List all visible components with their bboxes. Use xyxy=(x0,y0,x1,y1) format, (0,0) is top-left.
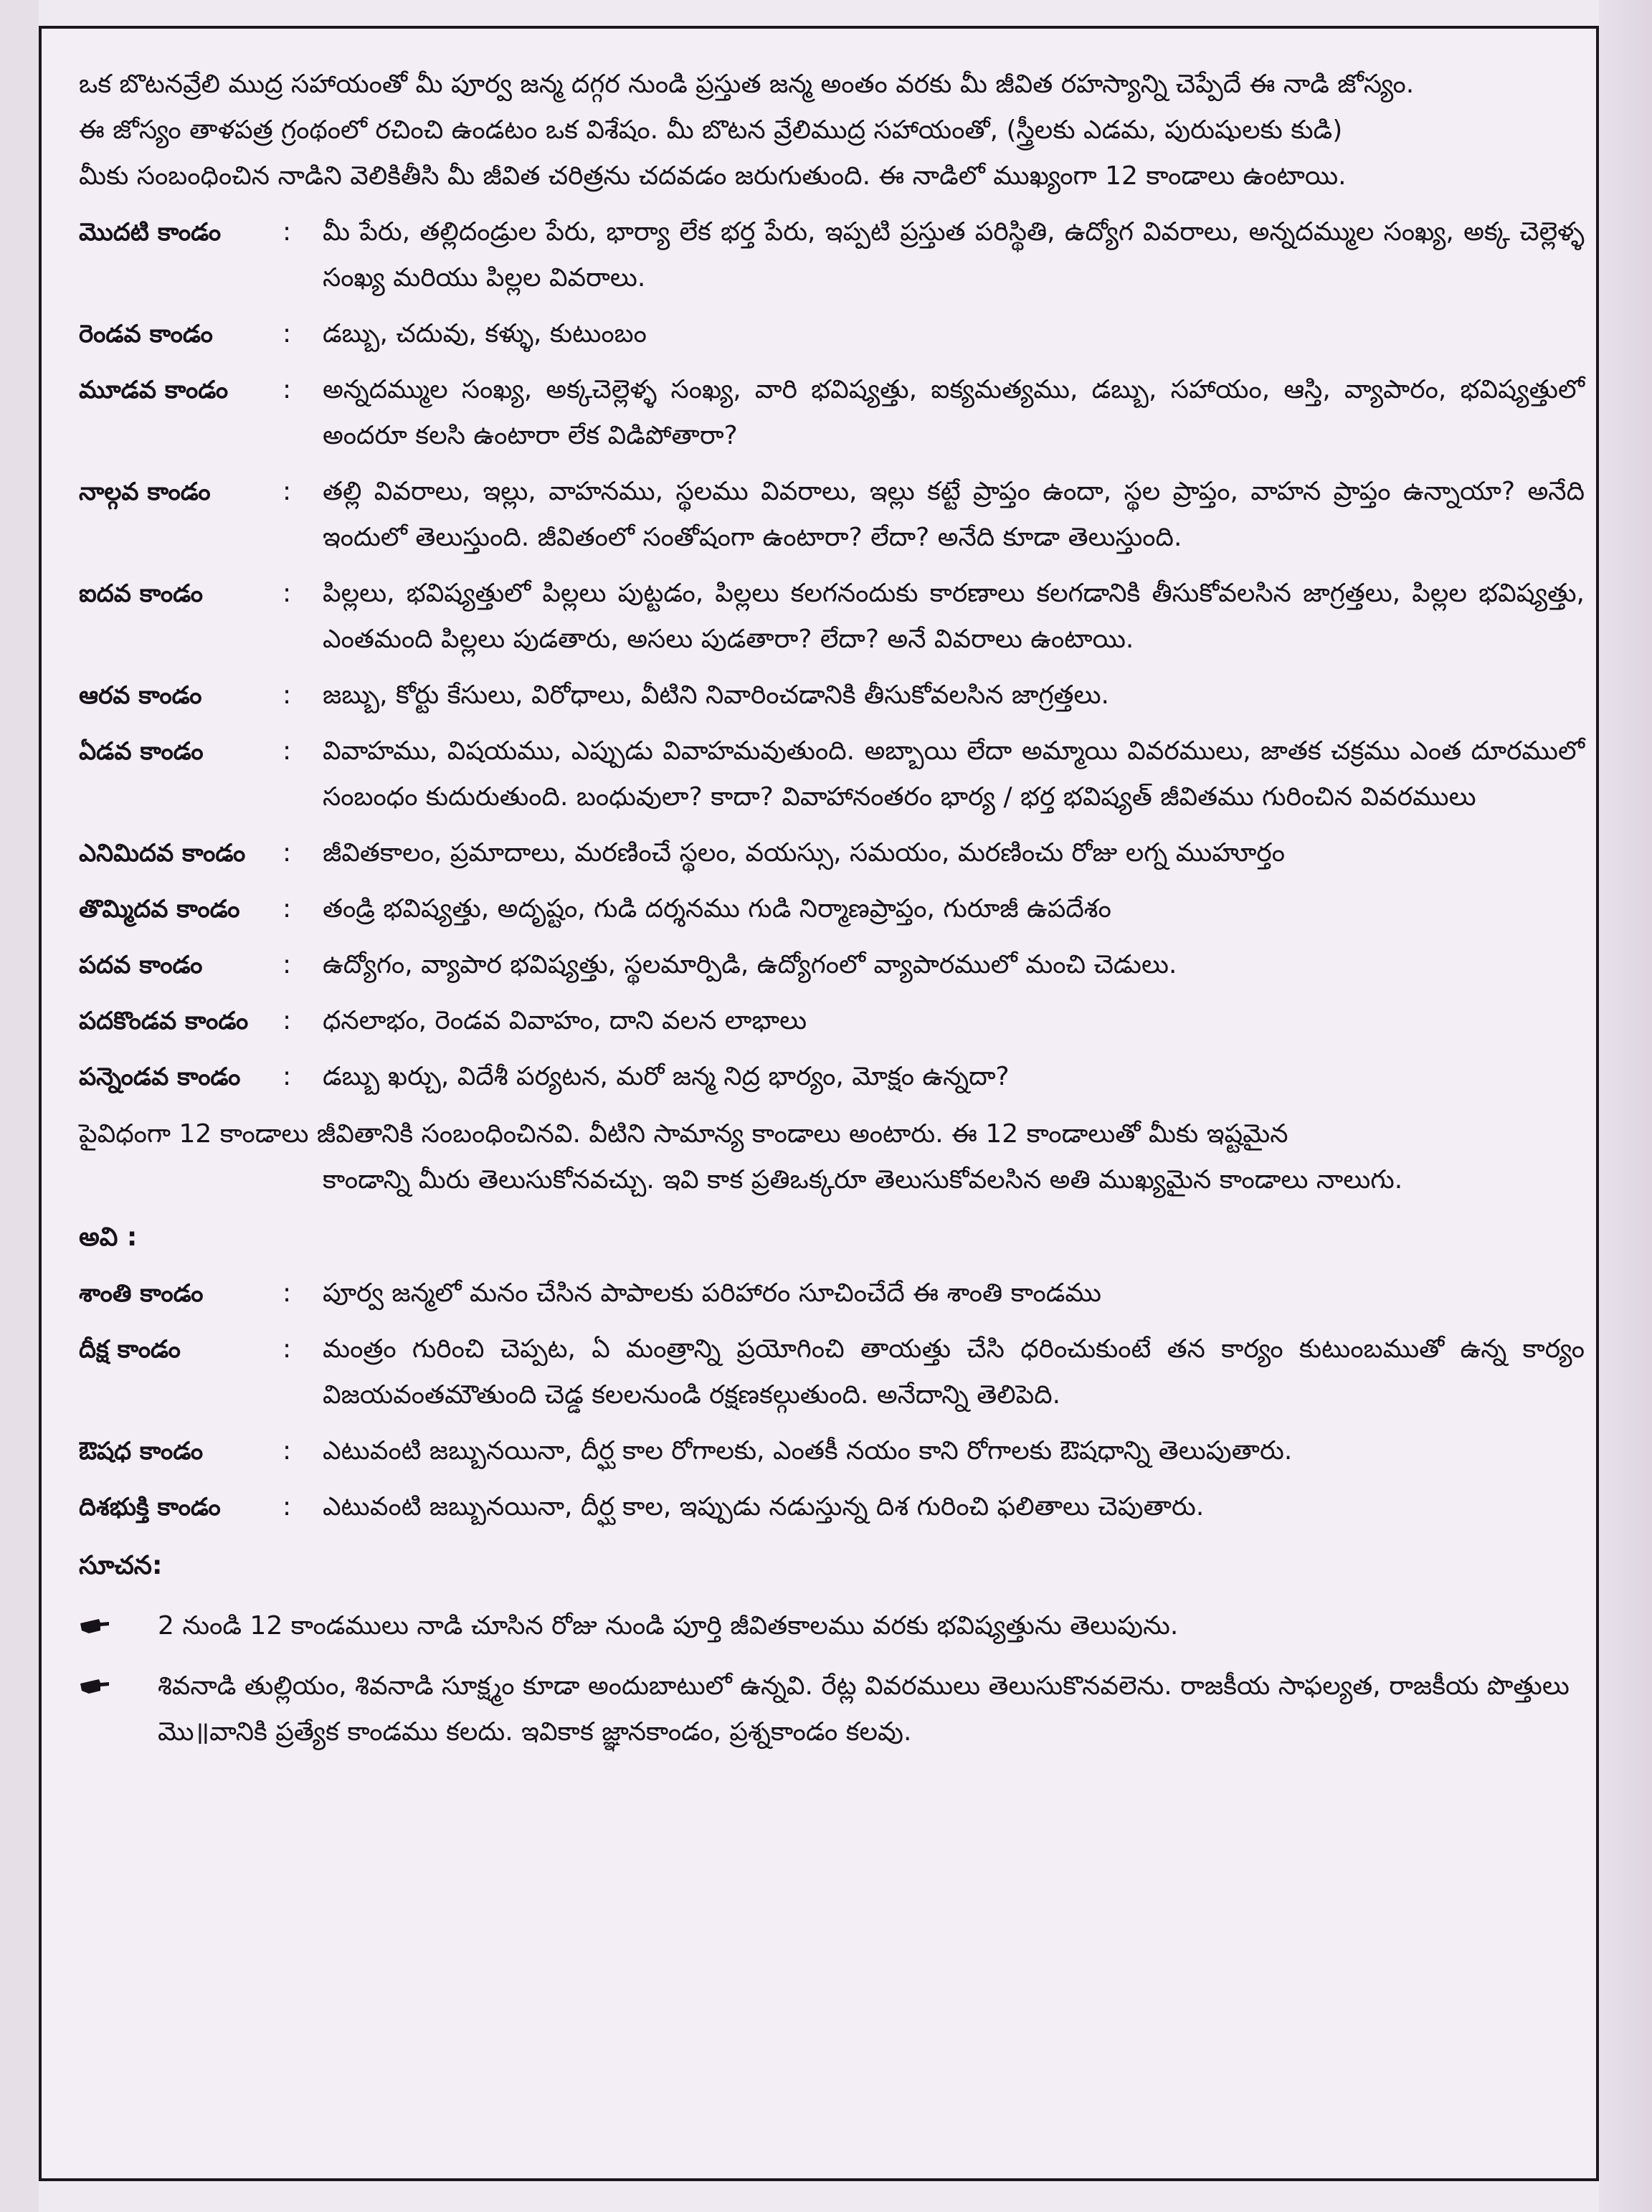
section-row-7 xyxy=(79,728,1585,820)
colon: : xyxy=(283,217,292,247)
section-desc: మంత్రం గురించి చెప్పట, ఏ మంత్రాన్ని ప్రయోగించి తాయత్తు చేసి ధరించుకుంటే తన కార్యం కుటుంబముతో ఉన్న కార్యం విజయవంతమౌతుంది చెడ్డ కలలనుండి రక్షణకల్గుతుంది. అనేదాన్ని తెలిపెది. xyxy=(323,1334,1585,1410)
adi-label: అవి : xyxy=(79,1223,138,1252)
section-row-11 xyxy=(79,998,1585,1044)
section-desc: డబ్బు ఖర్చు, విదేశీ పర్యటన, మరో జన్మ నిద్ర భార్యం, మోక్షం ఉన్నదా? xyxy=(323,1062,1010,1091)
note-item-1 xyxy=(79,1603,1585,1649)
summary-line: కాండాన్ని మీరు తెలుసుకోనవచ్చు. ఇవి కాక ప్రతిఒక్కరూ తెలుసుకోవలసిన అతి ముఖ్యమైన కాండాలు నాలుగు. xyxy=(323,1165,1403,1195)
special-section-row-1 xyxy=(79,1271,1585,1316)
special-section-row-3 xyxy=(79,1428,1585,1474)
colon: : xyxy=(283,894,292,924)
section-desc: పూర్వ జన్మలో మనం చేసిన పాపాలకు పరిహారం సూచించేదే ఈ శాంతి కాండము xyxy=(323,1278,1101,1308)
colon: : xyxy=(283,319,292,348)
section-row-2 xyxy=(79,311,1585,357)
section-label: పన్నెండవ కాండం xyxy=(79,1063,241,1091)
page-frame xyxy=(39,26,1599,2181)
section-row-5 xyxy=(79,571,1585,663)
section-desc: ధనలాభం, రెండవ వివాహం, దాని వలన లాభాలు xyxy=(323,1006,807,1035)
colon: : xyxy=(283,1436,292,1466)
note-title: సూచన: xyxy=(79,1551,163,1580)
section-desc: జబ్బు, కోర్టు కేసులు, విరోధాలు, వీటిని నివారించడానికి తీసుకోవలసిన జాగ్రత్తలు. xyxy=(323,680,1109,710)
section-desc: ఎటువంటి జబ్బునయినా, దీర్ఘ కాల రోగాలకు, ఎంతకీ నయం కాని రోగాలకు ఔషధాన్ని తెలుపుతారు. xyxy=(323,1436,1293,1466)
colon: : xyxy=(283,579,292,608)
section-label: ఏడవ కాండం xyxy=(79,737,204,766)
section-desc: జీవితకాలం, ప్రమాదాలు, మరణించే స్థలం, వయస్సు, సమయం, మరణించు రోజు లగ్న ముహూర్తం xyxy=(323,838,1286,868)
section-label: ఐదవ కాండం xyxy=(79,579,203,608)
note-text: 2 నుండి 12 కాండములు నాడి చూసిన రోజు నుండి పూర్తి జీవితకాలము వరకు భవిష్యత్తును తెలుపును. xyxy=(158,1611,1179,1641)
colon: : xyxy=(283,1492,292,1522)
scan-right-margin xyxy=(1599,0,1652,2212)
section-label: మొదటి కాండం xyxy=(79,218,222,247)
section-desc: అన్నదమ్ముల సంఖ్య, అక్కచెల్లెళ్ళ సంఖ్య, వారి భవిష్యత్తు, ఐక్యమత్యము, డబ్బు, సహాయం, ఆస్తి, వ్యాపారం, భవిష్యత్తులో అందరూ కలసి ఉంటారా లేక విడిపోతారా? xyxy=(323,375,1585,450)
document-body xyxy=(79,62,1585,1755)
pointing-hand-icon xyxy=(79,1676,110,1695)
summary-line: పైవిధంగా 12 కాండాలు జీవితానికి సంబంధించినవి. వీటిని సామాన్య కాండాలు అంటారు. ఈ 12 కాండాలుతో మీకు ఇష్టమైన xyxy=(79,1119,1288,1149)
section-label: శాంతి కాండం xyxy=(79,1279,204,1308)
section-row-12 xyxy=(79,1054,1585,1100)
section-label: తొమ్మిదవ కాండం xyxy=(79,895,240,924)
section-row-10 xyxy=(79,942,1585,988)
section-row-6 xyxy=(79,673,1585,718)
section-label: పదకొండవ కాండం xyxy=(79,1007,249,1035)
section-desc: పిల్లలు, భవిష్యత్తులో పిల్లలు పుట్టడం, పిల్లలు కలగనందుకు కారణాలు కలగడానికి తీసుకోవలసిన జాగ్రత్తలు, పిల్లల భవిష్యత్తు, ఎంతమంది పిల్లలు పుడతారు, అసలు పుడతారా? లేదా? అనే వివరాలు ఉంటాయి. xyxy=(323,579,1585,654)
colon: : xyxy=(283,375,292,404)
colon: : xyxy=(283,1006,292,1035)
note-item-2 xyxy=(79,1663,1585,1755)
intro-line: ఈ జోస్యం తాళపత్ర గ్రంథంలో రచించి ఉండటం ఒక విశేషం. మీ బొటన వ్రేలిముద్ర సహాయంతో, (స్త్రీలకు ఎడమ, పురుషులకు కుడి) xyxy=(79,115,1343,145)
special-section-row-2 xyxy=(79,1326,1585,1418)
colon: : xyxy=(283,838,292,868)
special-section-row-4 xyxy=(79,1484,1585,1530)
section-label: మూడవ కాండం xyxy=(79,376,229,404)
pointing-hand-icon xyxy=(79,1616,110,1635)
colon: : xyxy=(283,1334,292,1364)
colon: : xyxy=(283,950,292,979)
section-desc: ఉద్యోగం, వ్యాపార భవిష్యత్తు, స్థలమార్పిడి, ఉద్యోగంలో వ్యాపారములో మంచి చెడులు. xyxy=(323,950,1177,979)
section-row-9 xyxy=(79,886,1585,932)
colon: : xyxy=(283,477,292,506)
section-desc: తండ్రి భవిష్యత్తు, అదృష్టం, గుడి దర్శనము గుడి నిర్మాణప్రాప్తం, గురూజీ ఉపదేశం xyxy=(323,894,1111,924)
section-desc: మీ పేరు, తల్లిదండ్రుల పేరు, భార్యా లేక భర్త పేరు, ఇప్పటి ప్రస్తుత పరిస్థితి, ఉద్యోగ వివరాలు, అన్నదమ్ముల సంఖ్య, అక్క చెల్లెళ్ళ సంఖ్య మరియు పిల్లల వివరాలు. xyxy=(323,217,1585,293)
note-text: శివనాడి తుల్లియం, శివనాడి సూక్ష్మం కూడా అందుబాటులో ఉన్నవి. రేట్ల వివరములు తెలుసుకొనవలెను. రాజకీయ సాఫల్యత, రాజకీయ పొత్తులు మొ॥వానికి ప్రత్యేక కాండము కలదు. ఇవికాక జ్ఞానకాండం, ప్రశ్నకాండం కలవు. xyxy=(158,1671,1570,1747)
section-label: ఔషధ కాండం xyxy=(79,1437,204,1466)
section-label: ఎనిమిదవ కాండం xyxy=(79,839,246,868)
section-label: రెండవ కాండం xyxy=(79,320,213,348)
section-label: నాల్గవ కాండం xyxy=(79,478,211,506)
section-row-8 xyxy=(79,830,1585,876)
section-label: దిశభుక్తి కాండం xyxy=(79,1493,221,1522)
colon: : xyxy=(283,736,292,766)
section-row-1 xyxy=(79,209,1585,301)
intro-line: ఒక బొటనవ్రేలి ముద్ర సహాయంతో మీ పూర్వ జన్మ దగ్గర నుండి ప్రస్తుత జన్మ అంతం వరకు మీ జీవిత రహస్యాన్ని చెప్పేదే ఈ నాడి జోస్యం. xyxy=(79,70,1415,99)
section-row-3 xyxy=(79,367,1585,459)
intro-line: మీకు సంబంధించిన నాడిని వెలికితీసి మీ జీవిత చరిత్రను చదవడం జరుగుతుంది. ఈ నాడిలో ముఖ్యంగా 12 కాండాలు ఉంటాయి. xyxy=(79,161,1347,191)
colon: : xyxy=(283,1062,292,1091)
section-row-4 xyxy=(79,469,1585,561)
section-desc: డబ్బు, చదువు, కళ్ళు, కుటుంబం xyxy=(323,319,647,348)
colon: : xyxy=(283,1278,292,1308)
section-desc: తల్లి వివరాలు, ఇల్లు, వాహనము, స్థలము వివరాలు, ఇల్లు కట్టే ప్రాప్తం ఉందా, స్థల ప్రాప్తం, వాహన ప్రాప్తం ఉన్నాయా? అనేది ఇందులో తెలుస్తుంది. జీవితంలో సంతోషంగా ఉంటారా? లేదా? అనేది కూడా తెలుస్తుంది. xyxy=(323,477,1585,552)
intro-paragraph xyxy=(79,62,1585,199)
colon: : xyxy=(283,680,292,710)
section-label: ఆరవ కాండం xyxy=(79,681,202,710)
scan-left-margin xyxy=(0,0,39,2212)
section-label: దీక్ష కాండం xyxy=(79,1335,181,1364)
section-label: పదవ కాండం xyxy=(79,951,203,979)
section-desc: ఎటువంటి జబ్బునయినా, దీర్ఘ కాల, ఇప్పుడు నడుస్తున్న దిశ గురించి ఫలితాలు చెపుతారు. xyxy=(323,1492,1205,1522)
summary-paragraph xyxy=(79,1111,1585,1203)
section-desc: వివాహము, విషయము, ఎప్పుడు వివాహమవుతుంది. అబ్బాయి లేదా అమ్మాయి వివరములు, జాతక చక్రము ఎంత దూరములో సంబంధం కుదురుతుంది. బంధువులా? కాదా? వివాహానంతరం భార్య / భర్త భవిష్యత్ జీవితము గురించిన వివరములు xyxy=(323,736,1585,812)
